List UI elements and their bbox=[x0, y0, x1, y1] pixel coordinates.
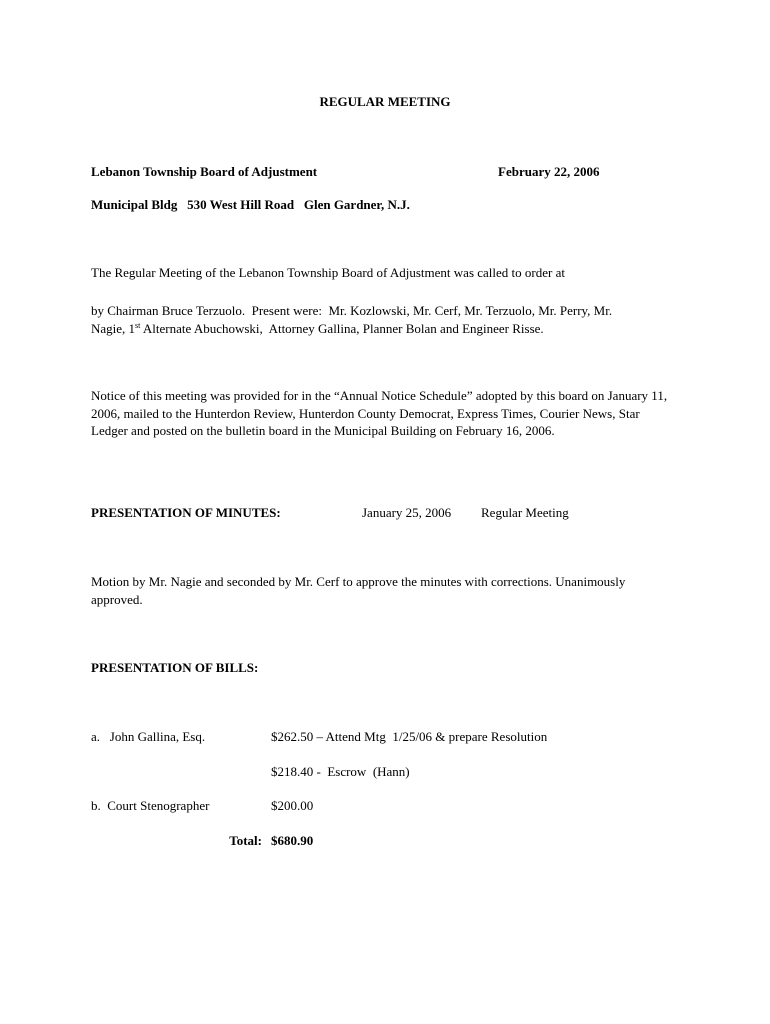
meeting-date: February 22, 2006 bbox=[498, 164, 600, 179]
minutes-heading: PRESENTATION OF MINUTES: bbox=[91, 505, 281, 520]
call-to-order-text: The Regular Meeting of the Lebanon Township Board of Adjustment was called to order at bbox=[91, 265, 565, 280]
attendance-line-2 bbox=[91, 320, 681, 338]
minutes-type: Regular Meeting bbox=[481, 505, 569, 520]
minutes-motion: Motion by Mr. Nagie and seconded by Mr. Cerf to approve the minutes with corrections. Unanimously approved. bbox=[91, 574, 626, 607]
bills-heading: PRESENTATION OF BILLS: bbox=[91, 660, 259, 675]
board-name: Lebanon Township Board of Adjustment bbox=[91, 164, 318, 179]
bill-amount: $262.50 – Attend Mtg 1/25/06 & prepare Resolution bbox=[271, 729, 548, 744]
attendance-line-2-start: Nagie, 1 bbox=[91, 320, 136, 336]
bill-amount: $218.40 - Escrow (Hann) bbox=[271, 764, 410, 779]
attendance-paragraph bbox=[91, 302, 681, 337]
bill-payee: b. Court Stenographer bbox=[91, 798, 210, 813]
attendance-line-2-end: Alternate Abuchowski, Attorney Gallina, Planner Bolan and Engineer Risse. bbox=[140, 320, 544, 336]
meeting-address: Municipal Bldg 530 West Hill Road Glen Gardner, N.J. bbox=[91, 197, 410, 212]
notice-paragraph: Notice of this meeting was provided for in the “Annual Notice Schedule” adopted by this board on January 11, 2006, mailed to the Hunterdon Review, Hunterdon County Democrat, Express Times, Courier News, Star Ledger and posted on the bulletin board in the Municipal Building on February 16, 2006. bbox=[91, 388, 668, 438]
bill-amount: $200.00 bbox=[271, 798, 314, 813]
attendance-line-1: by Chairman Bruce Terzuolo. Present were: Mr. Kozlowski, Mr. Cerf, Mr. Terzuolo, Mr. Perry, Mr. bbox=[91, 303, 613, 318]
minutes-date: January 25, 2006 bbox=[362, 505, 452, 520]
bills-total-label: Total: bbox=[229, 833, 262, 848]
document-title: REGULAR MEETING bbox=[319, 94, 451, 109]
bills-total-value: $680.90 bbox=[271, 833, 314, 848]
bill-payee: a. John Gallina, Esq. bbox=[91, 729, 206, 744]
ordinal-suffix: st bbox=[135, 320, 141, 330]
